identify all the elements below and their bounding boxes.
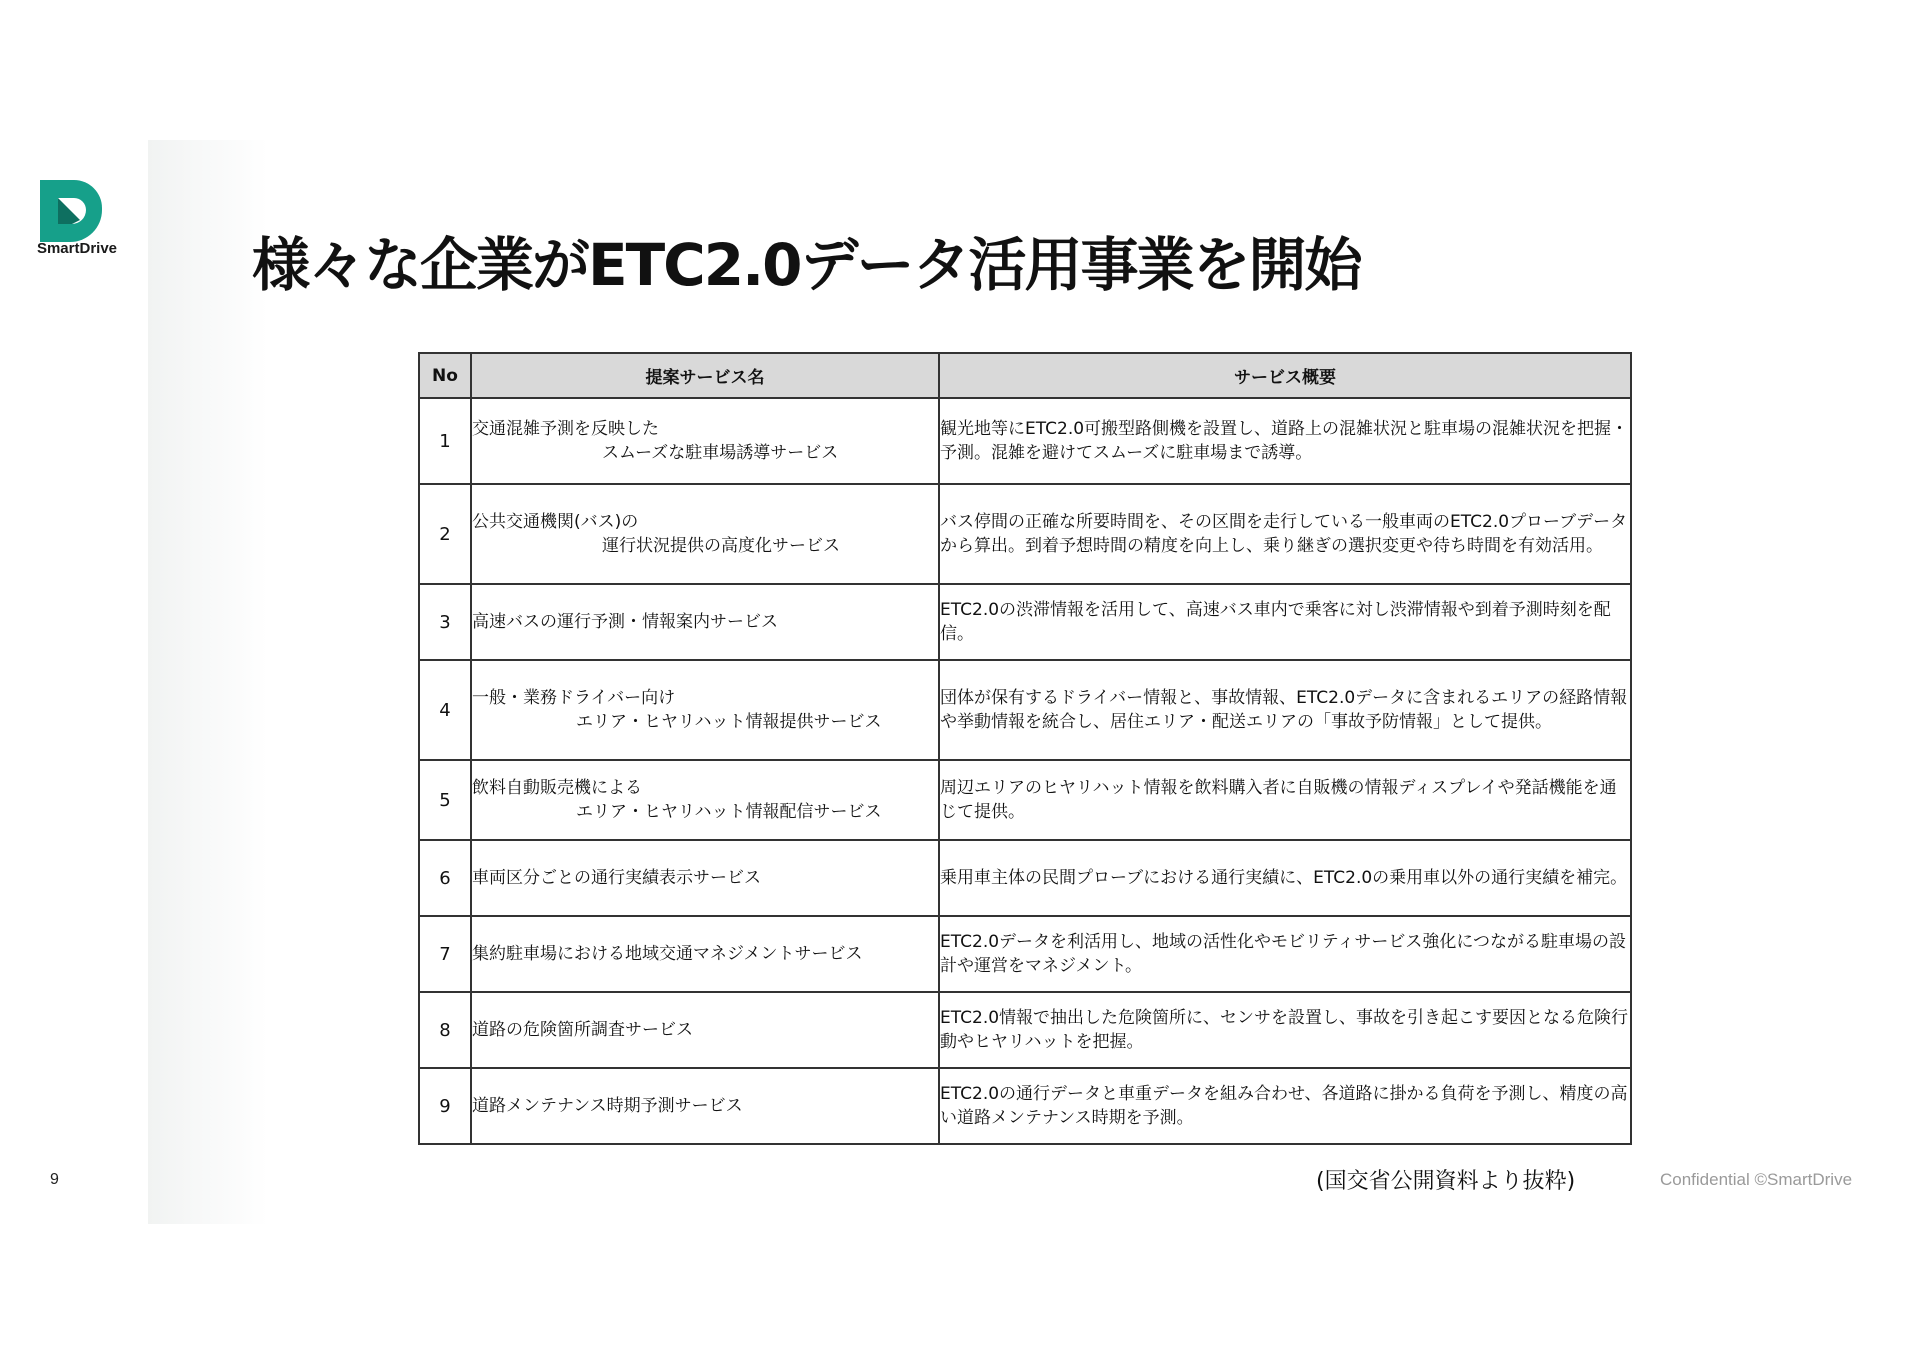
service-name [471,760,939,840]
service-name-line1: 飲料自動販売機による [472,778,642,798]
row-number: 6 [419,840,471,916]
service-name-line1: 道路の危険箇所調査サービス [472,1020,693,1040]
service-name-line1: 一般・業務ドライバー向け [472,688,676,708]
service-name-line2: エリア・ヒヤリハット情報提供サービス [576,712,882,732]
service-name-line1: 公共交通機関(バス)の [472,512,639,532]
table-row [419,1068,1631,1144]
table-row [419,398,1631,484]
table-row [419,916,1631,992]
service-name-line1: 集約駐車場における地域交通マネジメントサービス [472,944,863,964]
table-row [419,484,1631,584]
service-summary: ETC2.0の渋滞情報を活用して、高速バス車内で乗客に対し渋滞情報や到着予測時刻を配信。 [939,584,1631,660]
service-summary: ETC2.0データを利活用し、地域の活性化やモビリティサービス強化につながる駐車場の設計や運営をマネジメント。 [939,916,1631,992]
service-summary: ETC2.0の通行データと車重データを組み合わせ、各道路に掛かる負荷を予測し、精度の高い道路メンテナンス時期を予測。 [939,1068,1631,1144]
service-name [471,484,939,584]
table-header-row [419,353,1631,398]
row-number: 4 [419,660,471,760]
page-number: 9 [50,1171,59,1188]
service-summary: 乗用車主体の民間プローブにおける通行実績に、ETC2.0の乗用車以外の通行実績を補完。 [939,840,1631,916]
row-number: 9 [419,1068,471,1144]
page-title: 様々な企業がETC2.0データ活用事業を開始 [252,231,1361,299]
header-service-summary: サービス概要 [939,353,1631,398]
service-summary: バス停間の正確な所要時間を、その区間を走行している一般車両のETC2.0プローブデータから算出。到着予想時間の精度を向上し、乗り継ぎの選択変更や待ち時間を有効活用。 [939,484,1631,584]
service-name [471,398,939,484]
service-name [471,840,939,916]
header-service-name: 提案サービス名 [471,353,939,398]
slide [0,140,1920,1224]
row-number: 2 [419,484,471,584]
table-row [419,760,1631,840]
service-name-line2: エリア・ヒヤリハット情報配信サービス [576,802,882,822]
service-name-line1: 車両区分ごとの通行実績表示サービス [472,868,761,888]
service-name-line2: 運行状況提供の高度化サービス [602,536,840,556]
row-number: 8 [419,992,471,1068]
service-table [418,352,1632,1145]
row-number: 5 [419,760,471,840]
service-summary: ETC2.0情報で抽出した危険箇所に、センサを設置し、事故を引き起こす要因となる危険行動やヒヤリハットを把握。 [939,992,1631,1068]
service-name-line2: スムーズな駐車場誘導サービス [602,443,839,463]
table-row [419,584,1631,660]
service-summary: 周辺エリアのヒヤリハット情報を飲料購入者に自販機の情報ディスプレイや発話機能を通じて提供。 [939,760,1631,840]
confidential-notice: Confidential ©SmartDrive [1660,1170,1853,1189]
table-row [419,660,1631,760]
table-row [419,992,1631,1068]
table-row [419,840,1631,916]
service-summary: 団体が保有するドライバー情報と、事故情報、ETC2.0データに含まれるエリアの経路情報や挙動情報を統合し、居住エリア・配送エリアの「事故予防情報」として提供。 [939,660,1631,760]
service-name [471,916,939,992]
source-note: (国交省公開資料より抜粋) [1316,1169,1576,1194]
service-name-line1: 交通混雑予測を反映した [472,419,659,439]
row-number: 3 [419,584,471,660]
service-summary: 観光地等にETC2.0可搬型路側機を設置し、道路上の混雑状況と駐車場の混雑状況を把握・予測。混雑を避けてスムーズに駐車場まで誘導。 [939,398,1631,484]
service-name-line1: 高速バスの運行予測・情報案内サービス [472,612,778,632]
service-name [471,584,939,660]
row-number: 1 [419,398,471,484]
service-name-line1: 道路メンテナンス時期予測サービス [472,1096,743,1116]
smartdrive-logo-icon [36,176,106,246]
side-shade [148,140,268,1224]
service-name [471,1068,939,1144]
service-name [471,660,939,760]
logo-text: SmartDrive [36,240,118,257]
header-no: No [419,353,471,398]
row-number: 7 [419,916,471,992]
service-name [471,992,939,1068]
